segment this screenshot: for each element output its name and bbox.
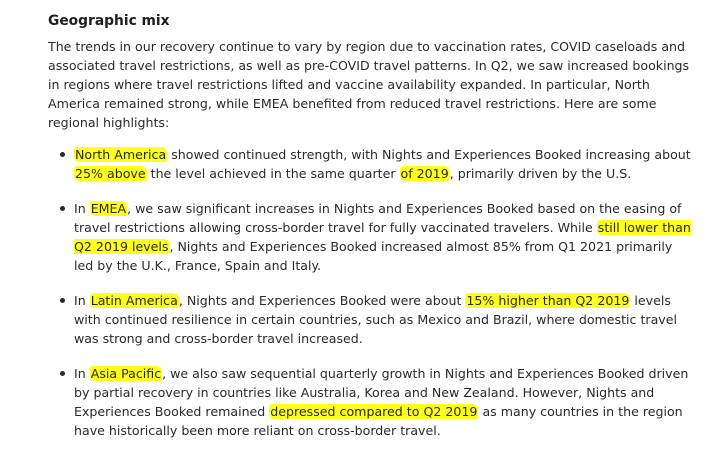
intro-paragraph: The trends in our recovery continue to vary by region due to vaccination rates, COVID caseloads and associated travel restrictions, as well as pre-COVID travel patterns. In Q2, we saw increased bookings in regions where travel restrictions lifted and vaccine availability expanded. In particular, North America remained strong, while EMEA benefited from reduced travel restrictions. Here are some regional highlights: [48, 39, 690, 130]
regional-highlights-list [48, 145, 692, 440]
highlighted-text: EMEA [90, 201, 127, 216]
body-text: showed continued strength, with Nights and Experiences Booked increasing about [167, 147, 691, 162]
list-item [74, 291, 692, 348]
highlighted-text: still lower than Q2 2019 levels [74, 220, 691, 254]
body-text: , we also saw sequential quarterly growth in Nights and Experiences Booked driven by partial recovery in countries like Australia, Korea and New Zealand. However, Nights and Experiences Booked remained [74, 366, 689, 419]
list-item [74, 145, 692, 183]
body-text: , primarily driven by the U.S. [449, 166, 632, 181]
body-text: In [74, 293, 90, 308]
body-text: In [74, 366, 90, 381]
body-text: In [74, 201, 90, 216]
body-text: , we saw significant increases in Nights and Experiences Booked based on the easing of travel restrictions allowing cross-border travel for fully vaccinated travelers. While [74, 201, 682, 235]
list-item [74, 364, 692, 440]
list-item [74, 199, 692, 275]
highlighted-text: Latin America [90, 293, 178, 308]
section-title: Geographic mix [48, 13, 170, 29]
body-text: , Nights and Experiences Booked increased almost 85% from Q1 2021 primarily led by the U.K., France, Spain and Italy. [74, 239, 673, 273]
highlighted-text: 25% above [75, 166, 146, 181]
highlighted-text: depressed compared to Q2 2019 [270, 404, 478, 419]
body-text: levels with continued resilience in certain countries, such as Mexico and Brazil, where domestic travel was strong and cross-border travel increased. [74, 293, 677, 346]
highlighted-text: Asia Pacific [90, 366, 162, 381]
highlighted-text: of 2019 [400, 166, 449, 181]
highlighted-text: 15% higher than Q2 2019 [466, 293, 630, 308]
body-text: as many countries in the region have historically been more reliant on cross-border travel. [74, 404, 683, 438]
highlighted-text: North America [75, 147, 167, 162]
body-text: the level achieved in the same quarter [146, 166, 400, 181]
body-text: , Nights and Experiences Booked were about [178, 293, 466, 308]
